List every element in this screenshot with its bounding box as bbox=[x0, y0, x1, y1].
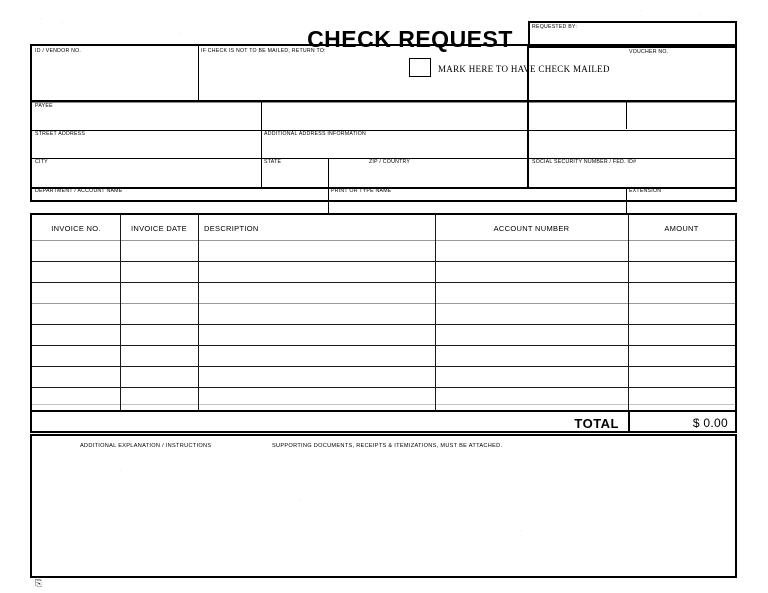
col-header-account-number: ACCOUNT NUMBER bbox=[493, 224, 570, 233]
additional-explanation-box[interactable] bbox=[30, 434, 737, 578]
additional-explanation-label: ADDITIONAL EXPLANATION / INSTRUCTIONS bbox=[80, 443, 212, 449]
header-fields-block bbox=[30, 44, 737, 202]
payee-label: PAYEE bbox=[35, 103, 53, 109]
table-row[interactable] bbox=[32, 388, 735, 404]
divider-street-additional bbox=[261, 102, 262, 187]
scan-speckle bbox=[180, 33, 181, 34]
scan-speckle bbox=[62, 22, 63, 23]
total-label: TOTAL bbox=[574, 416, 619, 431]
table-row[interactable] bbox=[32, 346, 735, 366]
id-vendor-label: ID / VENDOR NO. bbox=[35, 48, 82, 54]
scan-speckle bbox=[700, 14, 701, 15]
divider-row-payee bbox=[32, 130, 735, 131]
page-title: CHECK REQUEST bbox=[307, 26, 513, 52]
supporting-documents-label: SUPPORTING DOCUMENTS, RECEIPTS & ITEMIZATIONS, MUST BE ATTACHED. bbox=[272, 443, 503, 449]
department-label: DEPARTMENT / ACCOUNT NAME bbox=[35, 188, 123, 194]
scan-speckle bbox=[640, 10, 641, 11]
invoice-table bbox=[30, 213, 737, 428]
additional-address-label: ADDITIONAL ADDRESS INFORMATION bbox=[264, 131, 367, 137]
table-row[interactable] bbox=[32, 325, 735, 345]
scan-speckle bbox=[40, 18, 41, 19]
table-row[interactable] bbox=[32, 241, 735, 261]
print-name-label: PRINT OR TYPE NAME bbox=[331, 188, 392, 194]
divider-row-mail-shadow bbox=[32, 102, 735, 103]
total-divider bbox=[628, 412, 630, 431]
divider-ssn-left bbox=[527, 74, 529, 187]
total-row bbox=[30, 410, 737, 433]
scan-speckle bbox=[120, 470, 121, 471]
ssn-label: SOCIAL SECURITY NUMBER / FED. ID# bbox=[532, 159, 637, 165]
col-header-invoice-no: INVOICE NO. bbox=[51, 224, 101, 233]
scan-speckle bbox=[300, 500, 301, 501]
zip-country-label: ZIP / COUNTRY bbox=[369, 159, 411, 165]
requested-by-label: REQUESTED BY: bbox=[532, 24, 578, 30]
total-value: $ 0.00 bbox=[692, 416, 728, 430]
mark-here-to-mail-checkbox[interactable] bbox=[409, 58, 431, 77]
invoice-table-grid bbox=[32, 215, 735, 426]
state-label: STATE bbox=[264, 159, 282, 165]
table-row[interactable] bbox=[32, 304, 735, 324]
voucher-label: VOUCHER NO. bbox=[629, 49, 669, 55]
extension-label: EXTENSION bbox=[629, 188, 662, 194]
street-address-label: STREET ADDRESS bbox=[35, 131, 86, 137]
table-row[interactable] bbox=[32, 367, 735, 387]
mark-here-to-mail-label: MARK HERE TO HAVE CHECK MAILED bbox=[438, 64, 610, 74]
table-row[interactable] bbox=[32, 283, 735, 303]
col-header-description: DESCRIPTION bbox=[204, 224, 259, 233]
form-revision-glyph-icon: ⎘ bbox=[35, 579, 43, 589]
divider-id-vendor bbox=[198, 46, 199, 100]
col-header-invoice-date: INVOICE DATE bbox=[131, 224, 187, 233]
divider-state-zip bbox=[328, 158, 329, 187]
table-row[interactable] bbox=[32, 262, 735, 282]
col-header-amount: AMOUNT bbox=[664, 224, 699, 233]
return-to-label: IF CHECK IS NOT TO BE MAILED, RETURN TO: bbox=[201, 48, 326, 54]
divider-voucher bbox=[626, 100, 627, 129]
city-label: CITY bbox=[35, 159, 48, 165]
scan-speckle bbox=[520, 530, 521, 531]
